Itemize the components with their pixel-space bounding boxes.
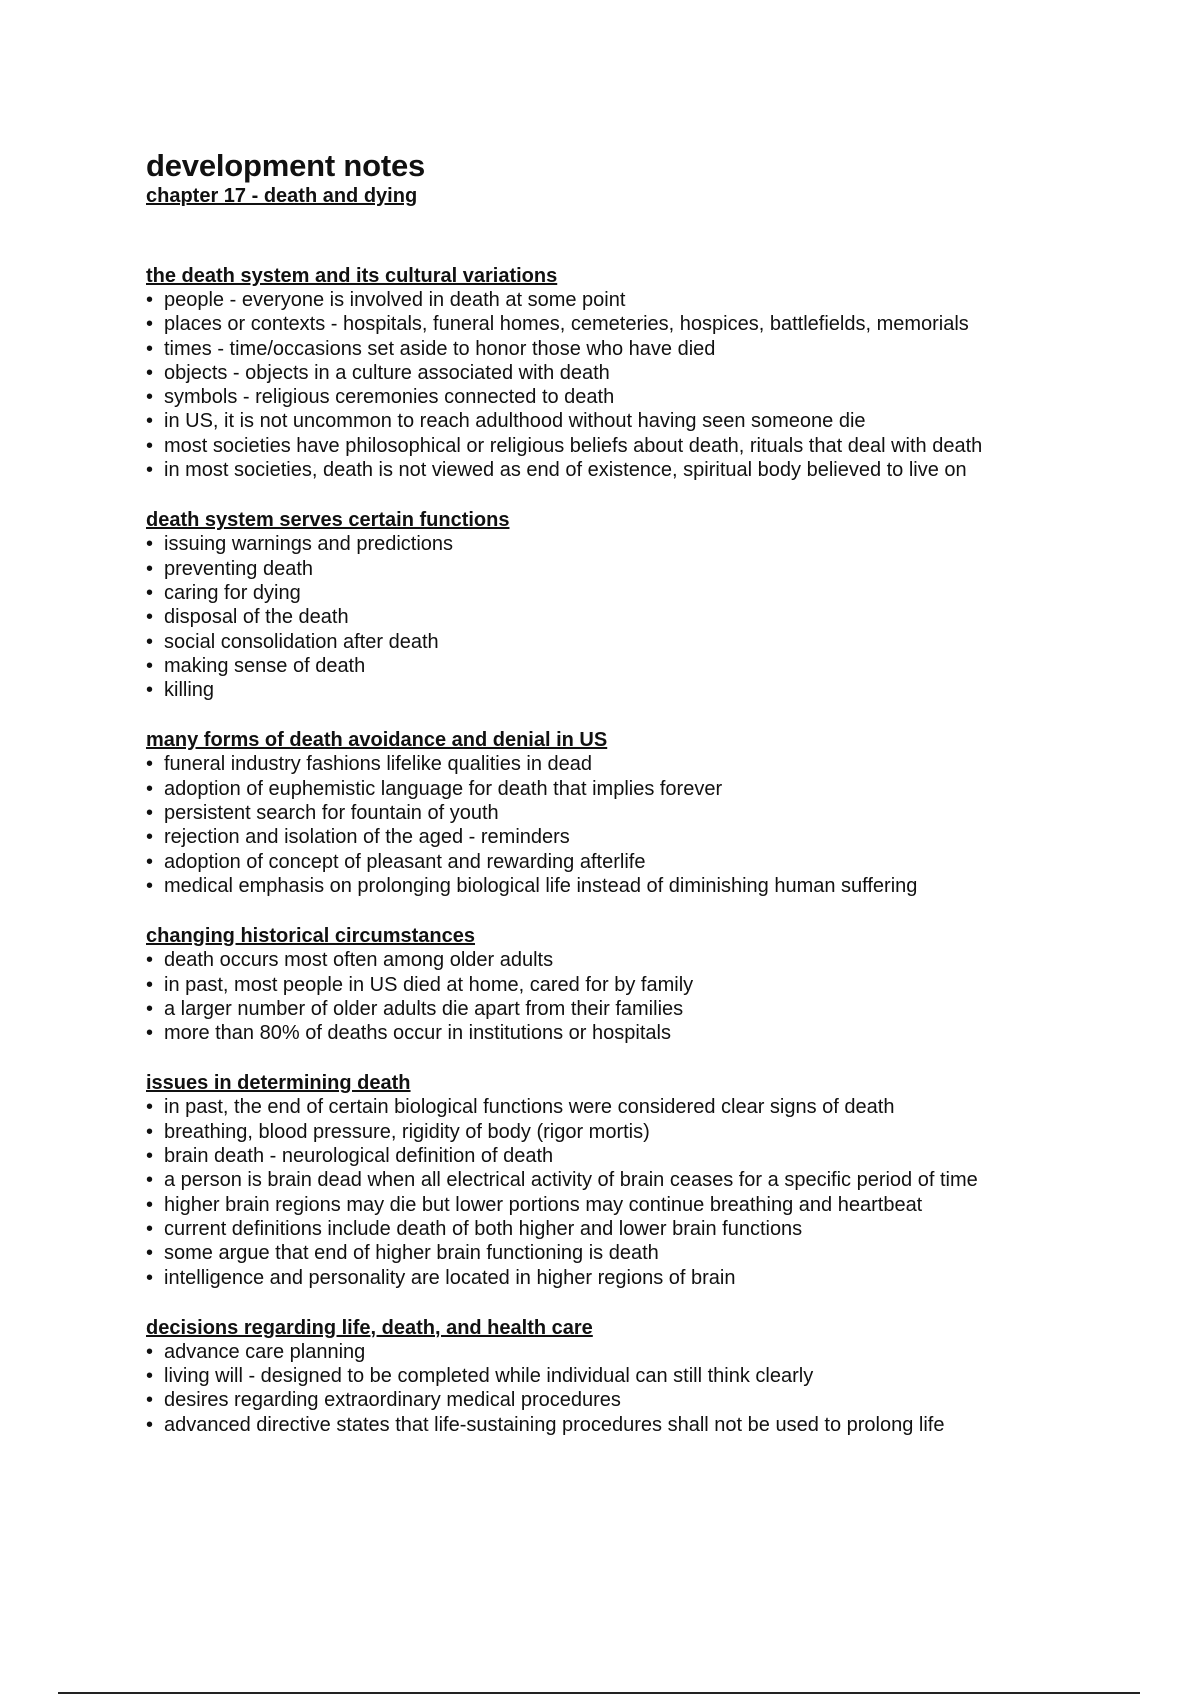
section-heading: many forms of death avoidance and denial in US xyxy=(146,729,608,752)
bullet-item: • symbols - religious ceremonies connected to death xyxy=(146,385,1146,409)
section-heading: issues in determining death xyxy=(146,1072,411,1095)
bullet-item: • funeral industry fashions lifelike qualities in dead xyxy=(146,752,1146,776)
bullet-list xyxy=(146,288,1146,482)
bullet-list xyxy=(146,1095,1146,1289)
bullet-item: • higher brain regions may die but lower portions may continue breathing and heartbeat xyxy=(146,1193,1146,1217)
bullet-item: • rejection and isolation of the aged - reminders xyxy=(146,825,1146,849)
document-page xyxy=(146,148,1146,1463)
notes-sections xyxy=(146,264,1146,1437)
bullet-item: • times - time/occasions set aside to honor those who have died xyxy=(146,337,1146,361)
bullet-list xyxy=(146,532,1146,702)
bullet-item: • living will - designed to be completed while individual can still think clearly xyxy=(146,1364,1146,1388)
bullet-item: • some argue that end of higher brain functioning is death xyxy=(146,1241,1146,1265)
bullet-item: • making sense of death xyxy=(146,654,1146,678)
bullet-item: • a larger number of older adults die apart from their families xyxy=(146,997,1146,1021)
bullet-list xyxy=(146,752,1146,898)
bullet-item: • medical emphasis on prolonging biological life instead of diminishing human suffering xyxy=(146,874,1146,898)
bullet-item: • most societies have philosophical or religious beliefs about death, rituals that deal with death xyxy=(146,434,1146,458)
bullet-item: • persistent search for fountain of youth xyxy=(146,801,1146,825)
footer-divider xyxy=(58,1692,1140,1694)
bullet-item: • current definitions include death of both higher and lower brain functions xyxy=(146,1217,1146,1241)
bullet-item: • places or contexts - hospitals, funeral homes, cemeteries, hospices, battlefields, memorials xyxy=(146,312,1146,336)
section-heading: changing historical circumstances xyxy=(146,925,475,948)
bullet-item: • a person is brain dead when all electrical activity of brain ceases for a specific period of time xyxy=(146,1168,1146,1192)
bullet-list xyxy=(146,948,1146,1045)
bullet-item: • death occurs most often among older adults xyxy=(146,948,1146,972)
bullet-item: • adoption of concept of pleasant and rewarding afterlife xyxy=(146,850,1146,874)
bullet-item: • in past, the end of certain biological functions were considered clear signs of death xyxy=(146,1095,1146,1119)
section-heading: decisions regarding life, death, and health care xyxy=(146,1316,593,1339)
bullet-item: • advance care planning xyxy=(146,1340,1146,1364)
section xyxy=(146,1071,1146,1289)
bullet-item: • objects - objects in a culture associated with death xyxy=(146,361,1146,385)
section xyxy=(146,264,1146,482)
bullet-item: • preventing death xyxy=(146,557,1146,581)
bullet-item: • killing xyxy=(146,678,1146,702)
document-subtitle: chapter 17 - death and dying xyxy=(146,185,418,207)
bullet-item: • in past, most people in US died at home, cared for by family xyxy=(146,973,1146,997)
bullet-item: • more than 80% of deaths occur in institutions or hospitals xyxy=(146,1021,1146,1045)
section xyxy=(146,924,1146,1045)
bullet-item: • adoption of euphemistic language for death that implies forever xyxy=(146,777,1146,801)
section-heading: the death system and its cultural variations xyxy=(146,265,558,287)
bullet-item: • issuing warnings and predictions xyxy=(146,532,1146,556)
bullet-item: • in most societies, death is not viewed as end of existence, spiritual body believed to live on xyxy=(146,458,1146,482)
bullet-item: • desires regarding extraordinary medical procedures xyxy=(146,1388,1146,1412)
section-heading: death system serves certain functions xyxy=(146,509,510,532)
bullet-item: • caring for dying xyxy=(146,581,1146,605)
bullet-item: • breathing, blood pressure, rigidity of body (rigor mortis) xyxy=(146,1120,1146,1144)
bullet-item: • intelligence and personality are located in higher regions of brain xyxy=(146,1266,1146,1290)
bullet-item: • social consolidation after death xyxy=(146,630,1146,654)
section xyxy=(146,508,1146,702)
document-title: development notes xyxy=(146,148,426,183)
bullet-item: • in US, it is not uncommon to reach adulthood without having seen someone die xyxy=(146,409,1146,433)
section xyxy=(146,728,1146,898)
bullet-list xyxy=(146,1340,1146,1437)
bullet-item: • advanced directive states that life-sustaining procedures shall not be used to prolong life xyxy=(146,1413,1146,1437)
bullet-item: • brain death - neurological definition of death xyxy=(146,1144,1146,1168)
bullet-item: • people - everyone is involved in death at some point xyxy=(146,288,1146,312)
bullet-item: • disposal of the death xyxy=(146,605,1146,629)
section xyxy=(146,1316,1146,1437)
